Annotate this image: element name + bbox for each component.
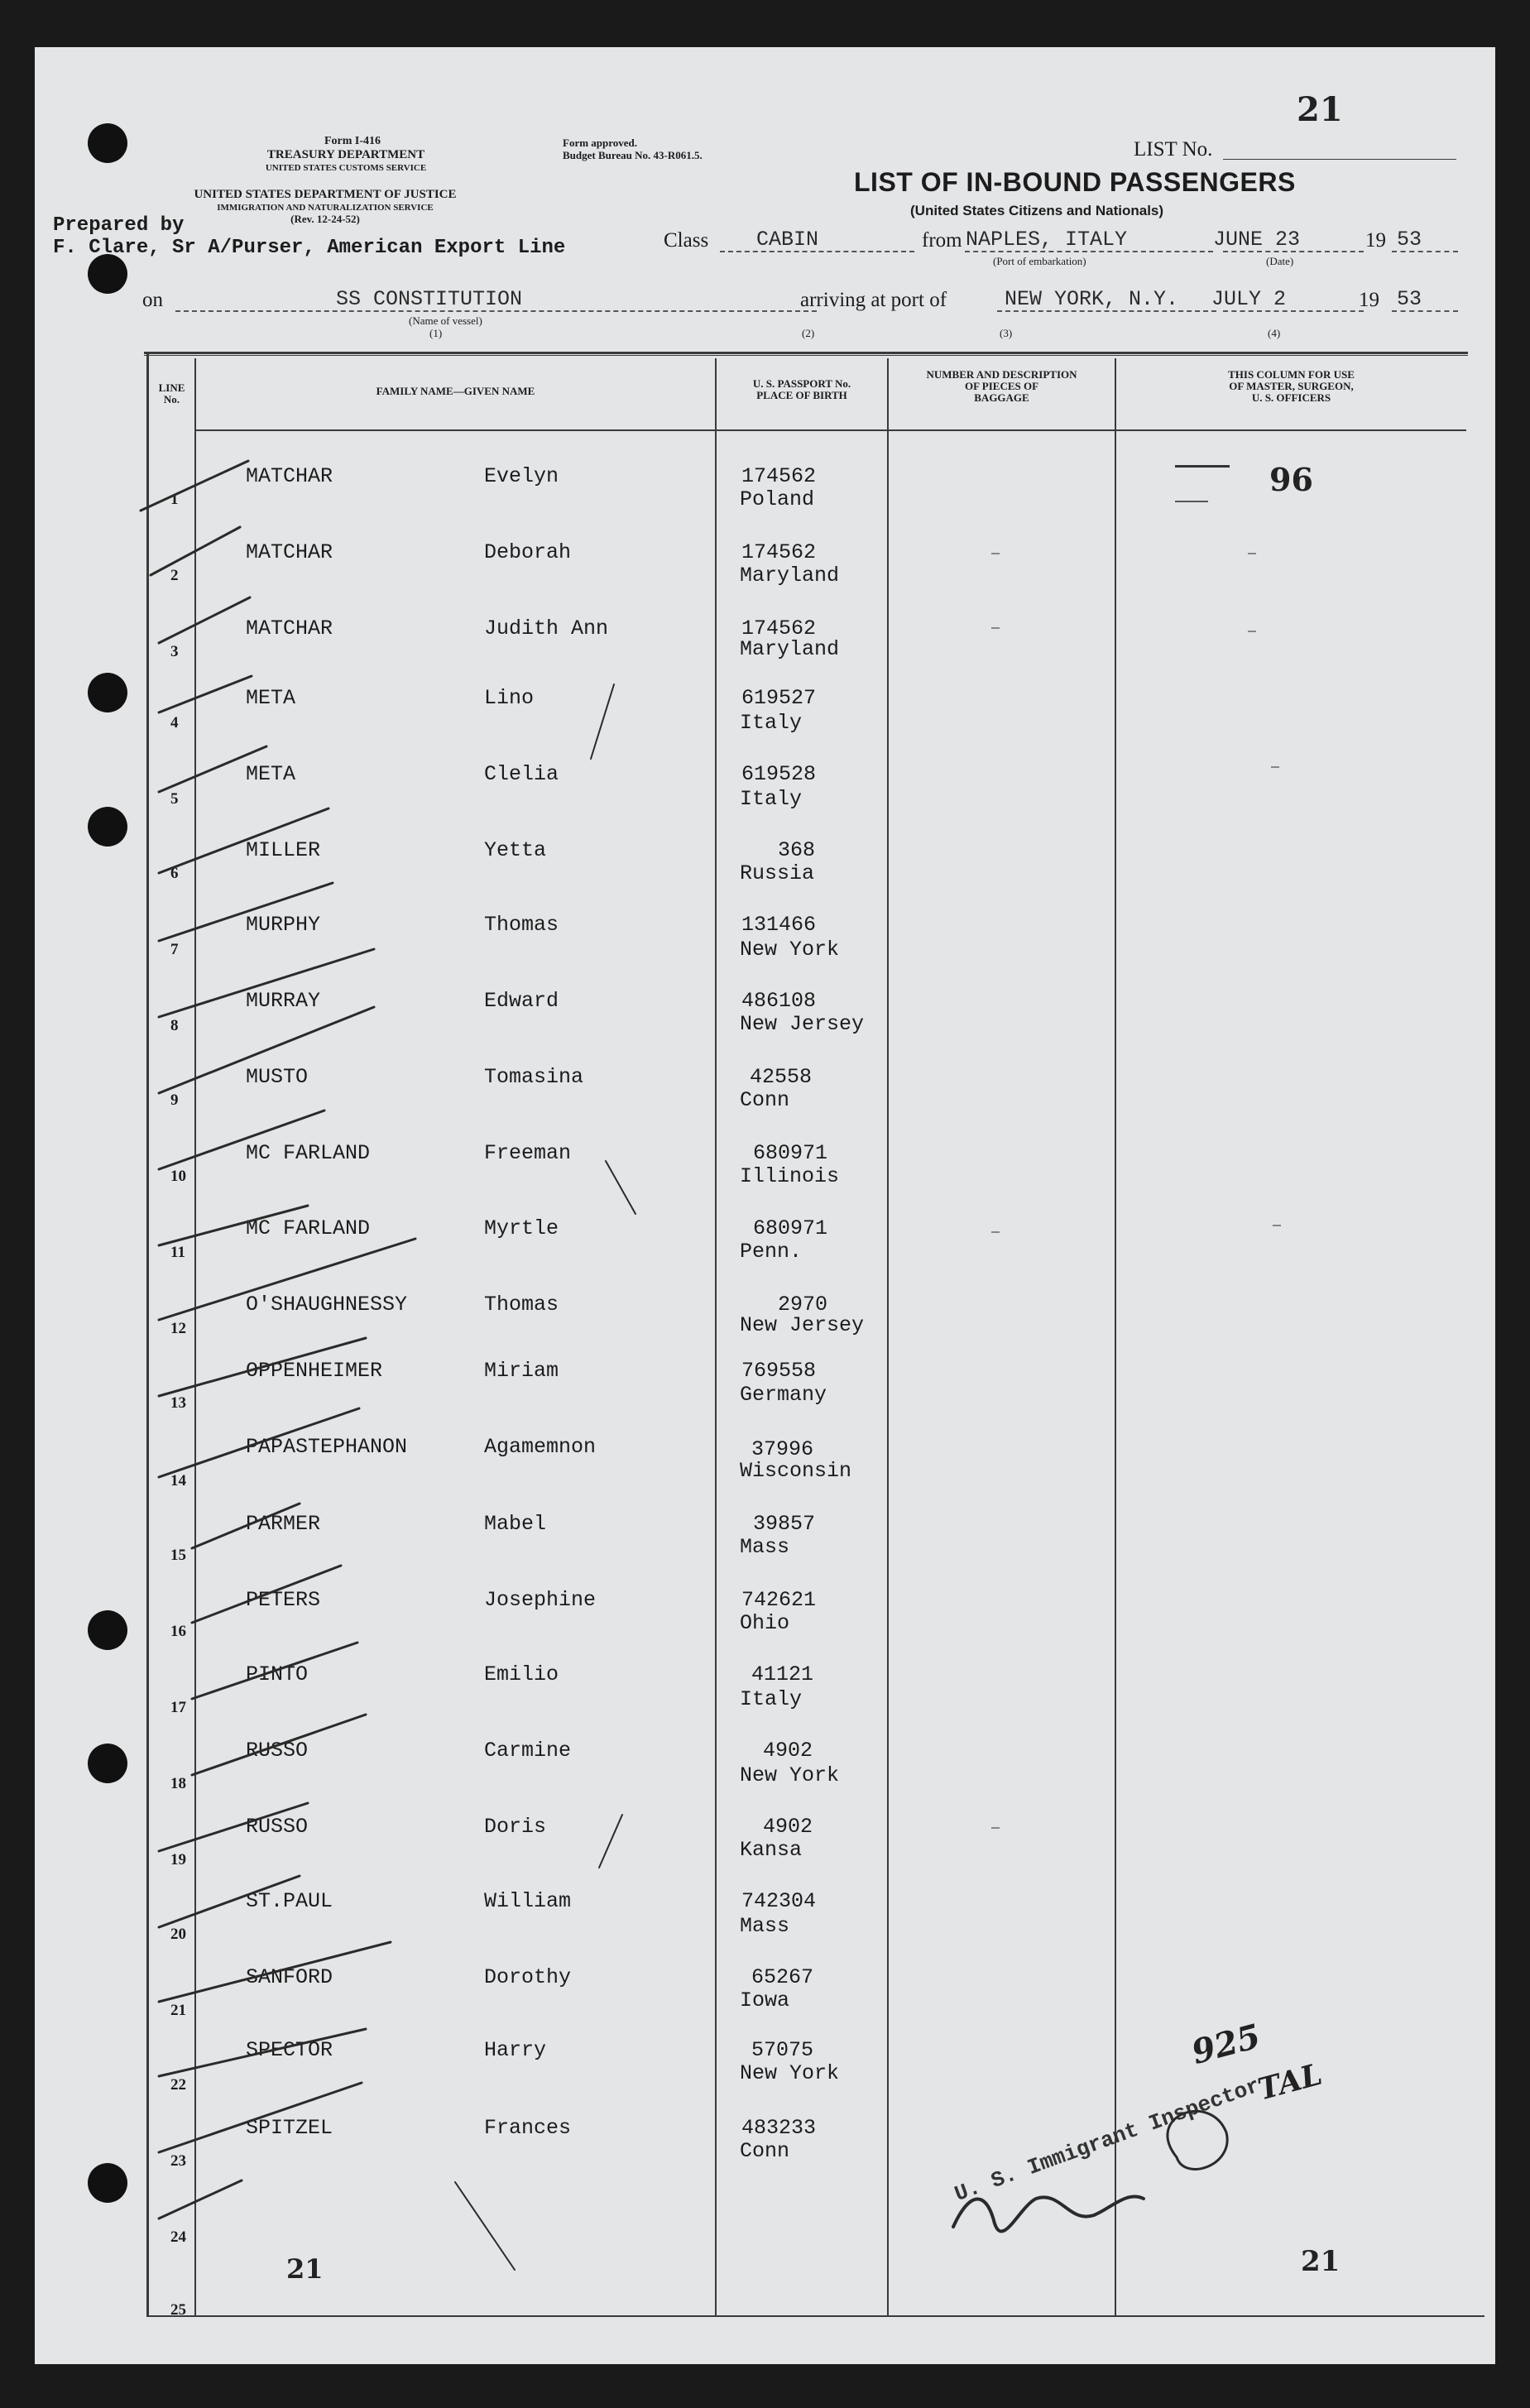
class-value: CABIN xyxy=(756,228,819,252)
form-approved: Form approved. xyxy=(563,137,638,149)
punch-hole xyxy=(88,123,127,163)
punch-hole xyxy=(88,673,127,712)
page-number: 21 xyxy=(1297,90,1343,129)
list-no-label: LIST No. xyxy=(1134,138,1213,161)
header-baggage: NUMBER AND DESCRIPTION OF PIECES OF BAGGAGE xyxy=(926,368,1077,404)
page-number-bottom-right: 21 xyxy=(1301,2245,1341,2278)
page-title: LIST OF IN-BOUND PASSENGERS xyxy=(854,167,1296,197)
arriving-label: arriving at port of xyxy=(800,289,947,311)
inspector-number: 925 xyxy=(1187,2016,1265,2073)
count-mark: 96 xyxy=(1269,461,1313,498)
arrival-date: JULY 2 xyxy=(1211,287,1287,311)
header-officers: THIS COLUMN FOR USE OF MASTER, SURGEON, U. S. OFFICERS xyxy=(1228,368,1355,404)
header-passport: U. S. PASSPORT No. PLACE OF BIRTH xyxy=(752,377,851,401)
inspector-stamp: U. S. Immigrant Inspector xyxy=(951,2073,1264,2207)
from-label: from xyxy=(922,229,962,252)
on-label: on xyxy=(142,289,163,311)
form-id: Form I-416 xyxy=(324,135,381,147)
prepared-by-label: Prepared by xyxy=(53,214,185,237)
page-number-bottom-left: 21 xyxy=(286,2253,324,2285)
prepared-by-name: F. Clare, Sr A/Purser, American Export Line xyxy=(53,237,566,259)
dept-treasury: TREASURY DEPARTMENT xyxy=(266,148,425,161)
embarkation-port: NAPLES, ITALY xyxy=(966,228,1128,252)
class-label: Class xyxy=(664,229,709,252)
arrival-port: NEW YORK, N.Y. xyxy=(1005,287,1179,311)
caption-2: (2) xyxy=(802,327,815,339)
punch-hole xyxy=(88,1744,127,1783)
punch-hole xyxy=(88,1610,127,1650)
vessel-caption: (Name of vessel) xyxy=(409,314,482,327)
punch-hole xyxy=(88,2163,127,2203)
date-caption: (Date) xyxy=(1266,255,1294,267)
punch-hole xyxy=(88,254,127,294)
dept-treasury-sub: UNITED STATES CUSTOMS SERVICE xyxy=(265,163,427,173)
caption-4: (4) xyxy=(1268,327,1281,339)
dept-justice-sub: IMMIGRATION AND NATURALIZATION SERVICE xyxy=(217,203,434,213)
dept-justice: UNITED STATES DEPARTMENT OF JUSTICE xyxy=(194,188,457,201)
manifest-sheet: 21 Form I-416 TREASURY DEPARTMENT UNITED STATES CUSTOMS SERVICE UNITED STATES DEPARTMENT OF JUSTICE IMMIGRATION AND NATURALIZATION SERVICE (Rev. 12-24-52) Form approved. Budget Bureau No. 43-R061.5. LIST No. LIST OF IN-BOUND PASSENGERS (United States Citizens and Nationals) Prepared by F. Clare, Sr A/Purser, American Export Line Class CABIN from NAPLES, ITALY (Port of embarkation) JUNE 23 (Date) 19 53 on SS CONSTITUTION (Name of vessel) (1) arriving at port of (2) NEW YORK, N.Y. (3) JULY 2 (4) 19 53 LINE No. FAMILY NAME—GIVEN NAME U. S. PASSPORT No. PLACE OF BIRTH NUMBER AND DESCRIPTION OF PIECES OF BAGGAGE THIS COLUMN FOR USE OF MASTER, SURGEON, U. S. OFFICERS 1 MATCHAR Evelyn 174562 Poland 2 MATCHAR Deborah 174562 Maryland 3 MATCHAR Judith Ann 174562 Maryland 4 META Lino 619527 Italy 5 META Clelia 619528 Italy 6 MILLER Yetta 368 Russia 7 MURPHY Thomas 131466 New York 8 MURRAY Edward 486108 New Jersey 9 MUSTO Tomasina 42558 Conn 10 MC FARLAND Freeman 680971 Illinois 11 MC FARLAND Myrtle 680971 Penn. 12 O'SHAUGHNESSY Thomas 2970 New Jersey 13 OPPENHEIMER Miriam 769558 Germany 14 PAPASTEPHANON Agamemnon 37996 Wisconsin 15 PARMER Mabel 39857 Mass 16 PETERS Josephine 742621 Ohio 17 PINTO Emilio 41121 Italy 18 RUSSO Carmine 4902 New York 19 RUSSO Doris 4902 Kansa 20 ST.PAUL William 742304 Mass 21 SANFORD Dorothy 65267 Iowa 22 SPECTOR Harry 57075 New York 23 SPITZEL Frances 483233 Conn 24 25 96 21 21 U. S. Immigrant Inspector 925 TAL xyxy=(35,47,1495,2364)
budget-bureau: Budget Bureau No. 43-R061.5. xyxy=(563,149,703,161)
embarkation-date: JUNE 23 xyxy=(1213,228,1301,252)
caption-3: (3) xyxy=(1000,327,1013,339)
header-name: FAMILY NAME—GIVEN NAME xyxy=(376,385,535,397)
header-line-no: LINE No. xyxy=(158,381,185,405)
arrival-year: 53 xyxy=(1397,287,1422,311)
vessel-name: SS CONSTITUTION xyxy=(336,287,523,311)
inspector-initials: TAL xyxy=(1254,2056,1326,2108)
arrival-year-prefix: 19 xyxy=(1359,289,1379,311)
caption-1: (1) xyxy=(429,327,443,339)
page-subtitle: (United States Citizens and Nationals) xyxy=(910,203,1164,218)
form-revision: (Rev. 12-24-52) xyxy=(290,213,360,225)
punch-hole xyxy=(88,807,127,847)
embarkation-caption: (Port of embarkation) xyxy=(993,255,1086,267)
embarkation-year: 53 xyxy=(1397,228,1422,252)
year-prefix: 19 xyxy=(1365,229,1386,252)
